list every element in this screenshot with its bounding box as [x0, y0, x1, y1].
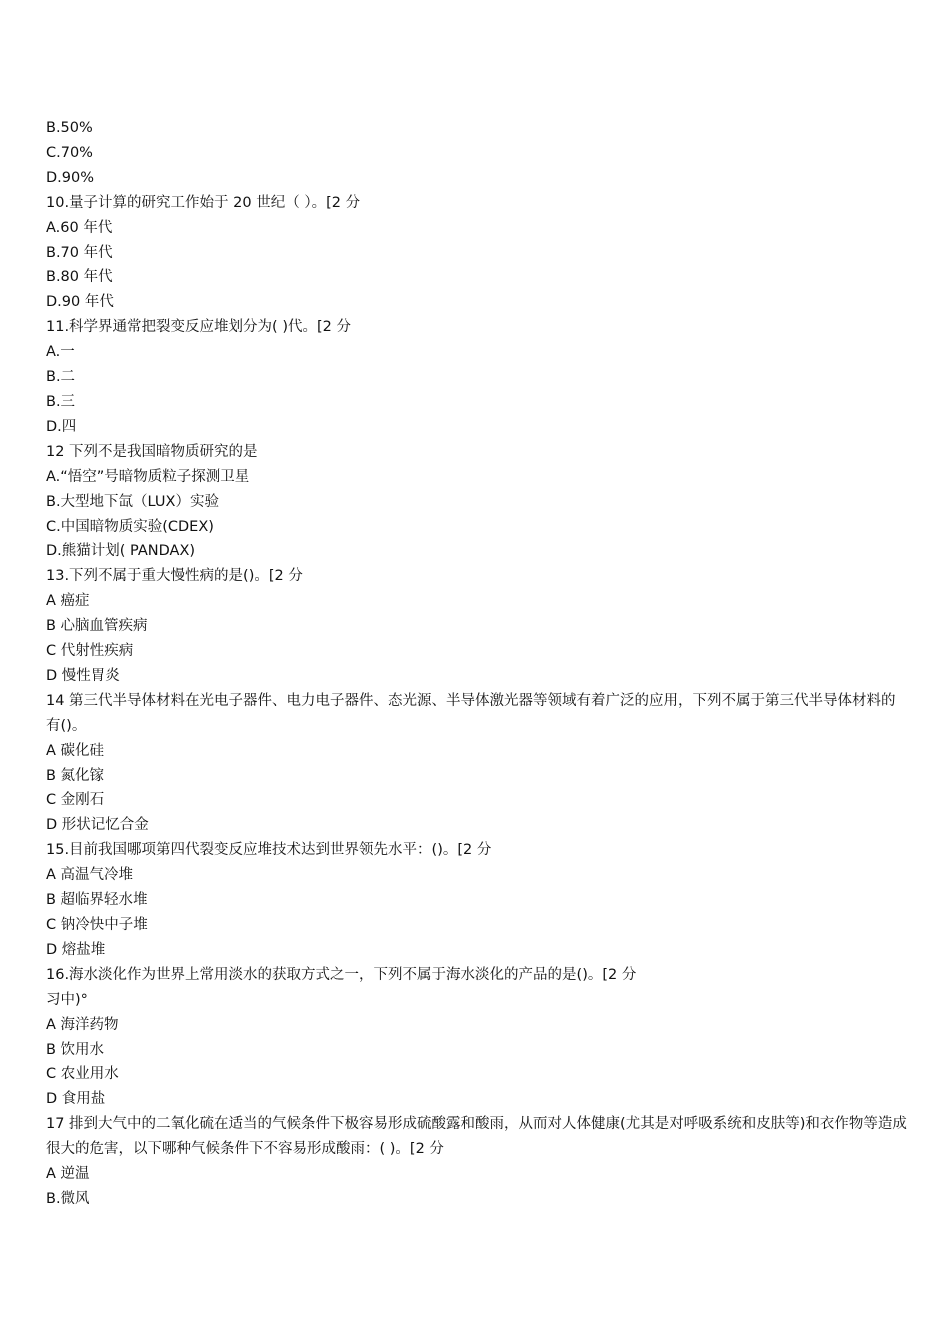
option-a: A 逆温 [46, 1166, 90, 1183]
option-d: D 慢性胃炎 [46, 667, 120, 684]
option-b: B.50% [46, 120, 93, 136]
stray-text: 习中)° [46, 991, 88, 1008]
option-d: D 熔盐堆 [46, 941, 106, 958]
option-a: A 癌症 [46, 593, 90, 610]
option-a: A.“悟空”号暗物质粒子探测卫星 [46, 468, 250, 485]
option-a: A 高温气冷堆 [46, 867, 134, 884]
option-b: B 饮用水 [46, 1041, 105, 1058]
option-b: B.80 年代 [46, 269, 113, 286]
question-17: 17 排到大气中的二氧化硫在适当的气候条件下极容易形成硫酸露和酸雨，从而对人体健康(尤其是对呼吸系统和皮肤等)和衣作物等造成很大的危害，以下哪种气候条件下不容易形成酸雨：( )。[2 分 [46, 1116, 907, 1158]
question-11: 11.科学界通常把裂变反应堆划分为( )代。[2 分 [46, 319, 351, 336]
option-b: B.70 年代 [46, 244, 113, 261]
question-10: 10.量子计算的研究工作始于 20 世纪（ ）。[2 分 [46, 194, 361, 211]
option-a: A 碳化硅 [46, 742, 105, 759]
option-b: B.大型地下氙（LUX）实验 [46, 493, 219, 510]
question-13: 13.下列不属于重大慢性病的是()。[2 分 [46, 568, 303, 585]
question-15: 15.目前我国哪项第四代裂变反应堆技术达到世界领先水平：()。[2 分 [46, 842, 492, 859]
option-d: D.四 [46, 418, 77, 435]
question-list [46, 116, 908, 1212]
option-b: B 氮化镓 [46, 767, 105, 784]
option-c: C.中国暗物质实验(CDEX) [46, 518, 214, 535]
option-b: B.二 [46, 369, 76, 386]
option-c: C 金刚石 [46, 792, 105, 809]
option-a: A.一 [46, 344, 75, 361]
question-12: 12 下列不是我国暗物质研究的是 [46, 443, 258, 460]
option-c: C 钠冷快中子堆 [46, 917, 148, 933]
option-c: C.70% [46, 144, 93, 161]
option-d: D 食用盐 [46, 1091, 106, 1108]
option-b: B 超临界轻水堆 [46, 892, 148, 909]
option-b: B.三 [46, 393, 76, 410]
option-c: C 代射性疾病 [46, 643, 134, 660]
option-b: B.微风 [46, 1190, 90, 1207]
option-d: D.90 年代 [46, 294, 114, 311]
option-d: D.熊猫计划( PANDAX) [46, 543, 196, 560]
option-a: A 海洋药物 [46, 1016, 119, 1033]
option-b: B 心脑血管疾病 [46, 618, 148, 635]
option-a: A.60 年代 [46, 219, 113, 236]
question-16: 16.海水淡化作为世界上常用淡水的获取方式之一，下列不属于海水淡化的产品的是()。[2 分 [46, 966, 637, 983]
question-14: 14 第三代半导体材料在光电子器件、电力电子器件、态光源、半导体激光器等领域有着广泛的应用，下列不属于第三代半导体材料的有()。 [46, 692, 896, 734]
option-d: D 形状记忆合金 [46, 817, 149, 834]
option-c: C 农业用水 [46, 1066, 119, 1083]
option-d: D.90% [46, 169, 95, 186]
